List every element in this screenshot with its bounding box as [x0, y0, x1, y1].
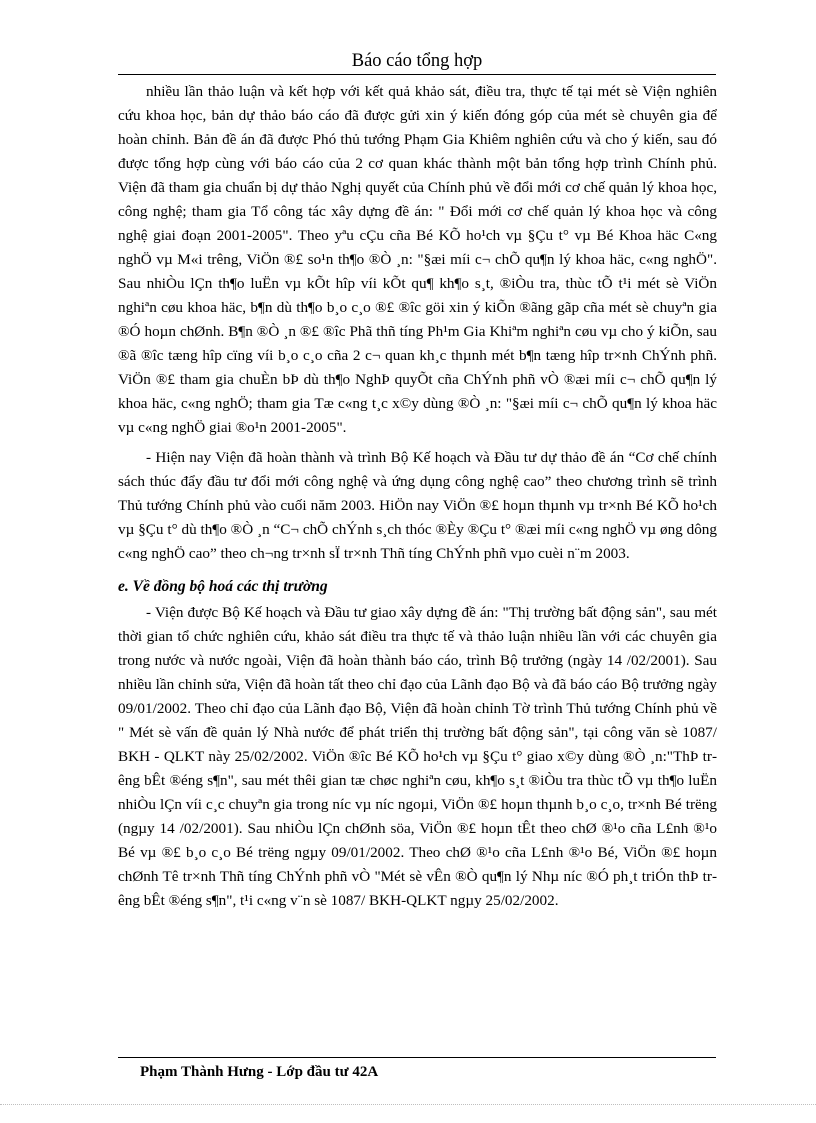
section-heading: e. Về đồng bộ hoá các thị trường [118, 578, 328, 595]
footer-author: Phạm Thành Hưng - Lớp đầu tư 42A [140, 1064, 379, 1080]
body-paragraph-1: nhiều lần thảo luận và kết hợp với kết quả khảo sát, điều tra, thực tế tại mét sè Viện nghiên cứu khoa học, bản dự thảo báo cáo đã được gửi xin ý kiến đóng góp của mét sè chuyên gia để hoàn chỉnh. Bản đề án đã được Phó thủ tướng Phạm Gia Khiêm nghiên cứu và cho ý kiến, sau đó được tổng hợp cùng với báo cáo của 2 cơ quan khác thành một bản tổng hợp trình Chính phủ. Viện đã tham gia chuẩn bị dự thảo Nghị quyết của Chính phủ về đổi mới cơ chế quản lý khoa học, công nghệ; tham gia Tổ công tác xây dựng đề án: " Đổi mới cơ chế quản lý khoa học và công nghệ giai đoạn 2001-2005". Theo yªu cÇu cña Bé KÕ ho¹ch vµ §Çu t° vµ Bé Khoa häc C«ng nghÖ vµ M«i trêng, ViÖn ®£ so¹n th¶o ®Ò ¸n: "§æi míi c¬ chÕ qu¶n lý khoa häc, c«ng nghÖ". Sau nhiÒu lÇn th¶o luËn vµ kÕt hîp víi kÕt qu¶ kh¶o s¸t, ®iÒu tra, thùc tÕ t¹i mét sè ViÖn nghiªn cøu khoa häc, b¶n dù th¶o b¸o c¸o ®£ ®îc göi xin ý kiÕn ®ãng gãp cña mét sè chuyªn gia ®Ó hoµn chØnh. B¶n ®Ò ¸n ®£ ®îc Phã thñ tíng Ph¹m Gia Khiªm nghiªn cøu vµ cho ý kiÕn, sau ®ã ®îc tæng hîp cïng víi b¸o c¸o cña 2 c¬ quan kh¸c thµnh mét b¶n tæng hîp tr×nh ChÝnh phñ. ViÖn ®£ tham gia chuÈn bÞ dù th¶o NghÞ quyÕt cña ChÝnh phñ vÒ ®æi míi c¬ chÕ qu¶n lý khoa häc, c«ng nghÖ; tham gia Tæ c«ng t¸c x©y dùng ®Ò ¸n: "§æi míi c¬ chÕ qu¶n lý khoa häc vµ c«ng nghÖ giai ®o¹n 2001-2005". [118, 83, 717, 436]
document-body [118, 80, 717, 913]
footer-rule [118, 1057, 716, 1058]
header-rule [118, 74, 716, 75]
page-header-title: Báo cáo tổng hợp [351, 51, 483, 71]
page-edge-divider [0, 1104, 816, 1105]
section-paragraph: - Viện được Bộ Kế hoạch và Đầu tư giao xây dựng đề án: "Thị trường bất động sản", sau mét thời gian tổ chức nghiên cứu, khảo sát điều tra thực tế và thảo luận nhiều lần với các chuyên gia trong nước và nước ngoài, Viện đã hoàn thành báo cáo, trình Bộ trưởng (ngày 14 /02/2001). Sau nhiều lần chỉnh sửa, Viện đã hoàn tất theo chỉ đạo của Lãnh đạo Bộ và đã báo cáo Bộ trưởng ngày 09/01/2002. Theo chỉ đạo của Lãnh đạo Bộ, Viện đã hoàn chỉnh Tờ trình Thủ tướng Chính phủ về " Mét sè vấn đề quản lý Nhà nước để phát triển thị trường bất động sản", tại công văn sè 1087/ BKH - QLKT này 25/02/2002. ViÖn ®îc Bé KÕ ho¹ch vµ §Çu t° giao x©y dùng ®Ò ¸n:"ThÞ trêng bÊt ®éng s¶n", sau mét thêi gian tæ chøc nghiªn cøu, kh¶o s¸t ®iÒu tra thùc tÕ vµ th¶o luËn nhiÒu lÇn víi c¸c chuyªn gia trong níc vµ níc ngoµi, ViÖn ®£ hoµn thµnh b¸o c¸o, tr×nh Bé trëng (ngµy 14 /02/2001). Sau nhiÒu lÇn chØnh söa, ViÖn ®£ hoµn tÊt theo chØ ®¹o cña L£nh ®¹o Bé vµ ®£ b¸o c¸o Bé trëng ngµy 09/01/2002. Theo chØ ®¹o cña L£nh ®¹o Bé, ViÖn ®£ hoµn chØnh Tê tr×nh Thñ tíng ChÝnh phñ vÒ "Mét sè vÊn ®Ò qu¶n lý Nhµ níc ®Ó ph¸t triÓn thÞ trêng bÊt ®éng s¶n", t¹i c«ng v¨n sè 1087/ BKH-QLKT ngµy 25/02/2002. [118, 604, 717, 909]
body-paragraph-2: - Hiện nay Viện đã hoàn thành và trình Bộ Kế hoạch và Đầu tư dự thảo đề án “Cơ chế chính sách thúc đẩy đầu tư đổi mới công nghệ và ứng dụng công nghệ cao” theo chương trình sẽ trình Thủ tướng Chính phủ vào cuối năm 2003. HiÖn nay ViÖn ®£ hoµn thµnh vµ tr×nh Bé KÕ ho¹ch vµ §Çu t° dù th¶o ®Ò ¸n “C¬ chÕ chÝnh s¸ch thóc ®Èy ®Çu t° ®æi míi c«ng nghÖ vµ øng dông c«ng nghÖ cao” theo ch¬ng tr×nh sÏ tr×nh Thñ tíng ChÝnh phñ vµo cuèi n¨m 2003. [118, 449, 717, 562]
